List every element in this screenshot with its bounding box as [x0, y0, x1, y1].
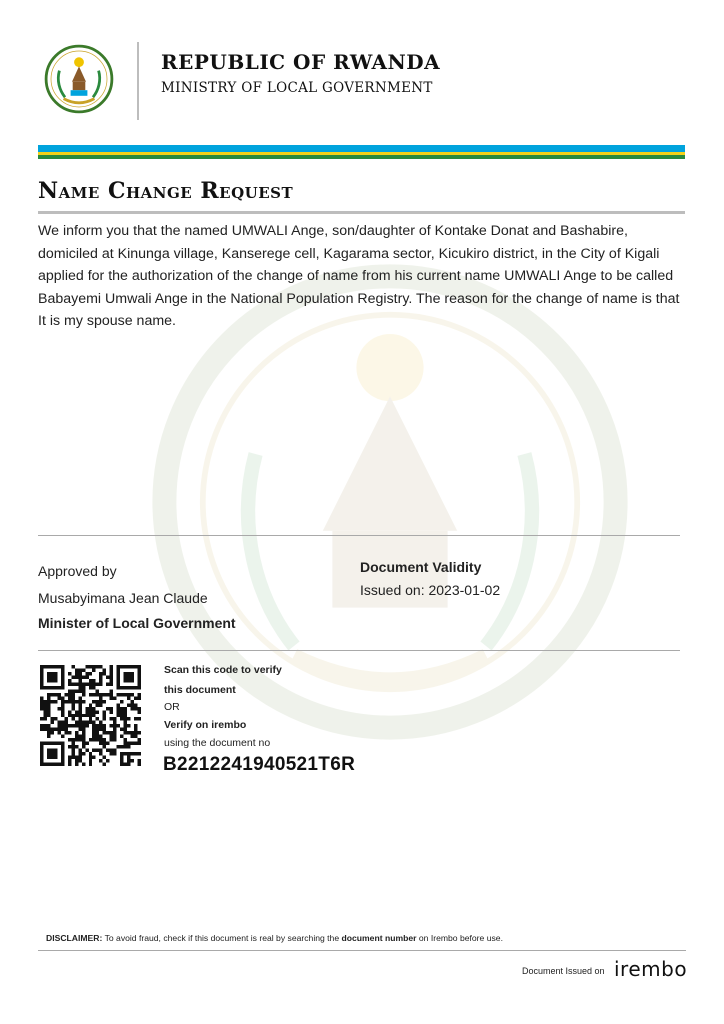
disclaimer-text: To avoid fraud, check if this document is real by searching the	[102, 933, 342, 943]
approver-name: Musabyimana Jean Claude	[38, 590, 208, 606]
flag-band-blue	[38, 145, 685, 152]
disclaimer-label: DISCLAIMER:	[46, 933, 103, 943]
section-divider	[38, 535, 680, 536]
verify-on-irembo-label: Verify on irembo	[164, 719, 247, 731]
or-separator: OR	[164, 701, 180, 713]
document-number: B2212241940521T6R	[163, 754, 356, 775]
document-title: Name Change Request	[38, 178, 294, 204]
footer-divider	[38, 950, 686, 951]
header-divider	[137, 42, 139, 120]
using-document-no-label: using the document no	[164, 737, 271, 749]
approver-title: Minister of Local Government	[38, 615, 236, 631]
scan-instruction-cont: this document	[164, 684, 236, 696]
disclaimer-emphasis: document number	[341, 933, 417, 943]
rwanda-coat-of-arms-icon	[44, 44, 114, 114]
irembo-logo: irembo	[614, 957, 688, 981]
document-body: We inform you that the named UMWALI Ange, son/daughter of Kontake Donat and Bashabire, domiciled at Kinunga village, Kanserege cell, Kagarama sector, Kicukiro district, in the City of Kigali applied for the authorization of the change of name from his current name UMWALI Ange to be called Babayemi Umwali Ange in the National Population Registry. The reason for the change of name is that It is my spouse name.	[38, 223, 680, 329]
section-divider	[38, 650, 680, 651]
scan-instruction: Scan this code to verify	[164, 664, 282, 676]
ministry-subtitle: MINISTRY OF LOCAL GOVERNMENT	[161, 80, 433, 96]
issued-on-date: Issued on: 2023-01-02	[360, 582, 501, 598]
approved-by-label: Approved by	[38, 563, 117, 579]
qr-code-icon[interactable]	[40, 665, 141, 766]
flag-band-green	[38, 155, 685, 159]
disclaimer-text-end: on Irembo before use.	[416, 933, 503, 943]
issued-by-label: Document Issued on	[522, 966, 605, 976]
disclaimer	[46, 933, 503, 943]
validity-heading: Document Validity	[360, 559, 482, 575]
title-divider	[38, 211, 685, 214]
country-title: REPUBLIC OF RWANDA	[161, 50, 441, 74]
